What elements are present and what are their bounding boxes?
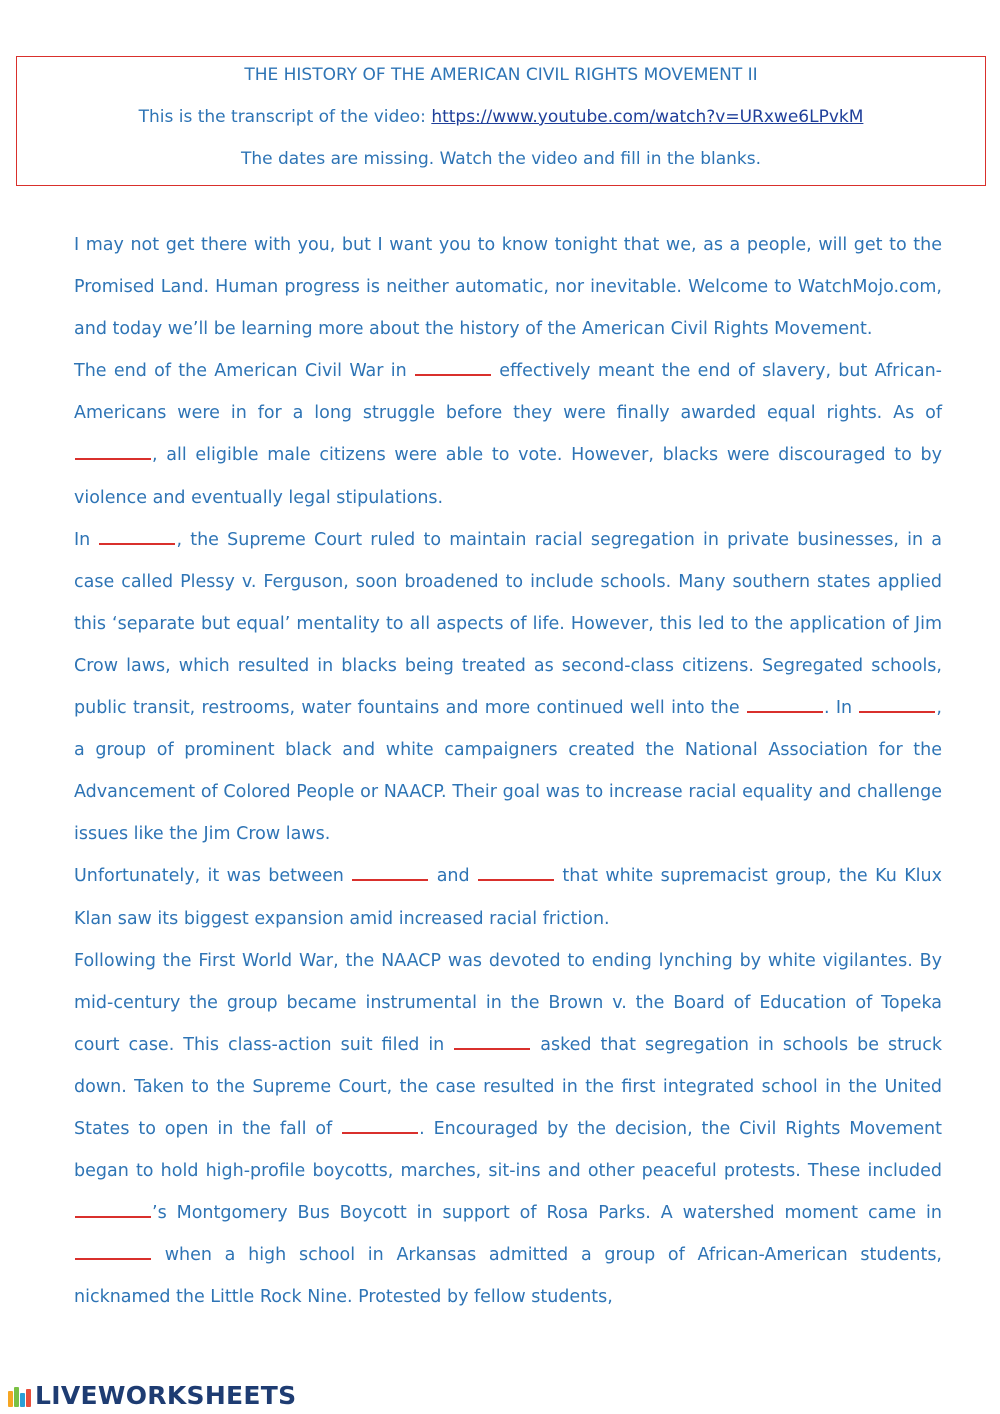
paragraph-text: I may not get there with you, but I want you to know tonight that we, as a people, will get to the Promised Land. Human progress is neither automatic, nor inevitable. Welcome to WatchMojo.com, and today we’ll be learning more about the history of the American Civil Rights Movement. — [74, 235, 942, 340]
paragraph-plessy — [74, 519, 942, 856]
date-blank[interactable] — [75, 1242, 151, 1260]
header-box — [16, 56, 986, 186]
paragraph-text: , a group of prominent black and white campaigners created the National Association for the Advancement of Colored People or NAACP. Their goal was to increase racial equality and challenge issues like the Jim Crow laws. — [74, 698, 942, 845]
paragraph-text: Unfortunately, it was between — [74, 866, 352, 887]
date-blank[interactable] — [478, 863, 554, 881]
paragraph-text: and — [429, 866, 478, 887]
date-blank[interactable] — [747, 695, 823, 713]
paragraph-text: that white supremacist group, the Ku Klux Klan saw its biggest expansion amid increased racial friction. — [74, 866, 942, 929]
paragraph-text: Following the First World War, the NAACP was devoted to ending lynching by white vigilantes. By mid-century the group became instrumental in the Brown v. the Board of Education of Topeka court case. This class-action suit filed in — [74, 950, 942, 1055]
paragraph-text: when a high school in Arkansas admitted a group of African-American students, nicknamed the Little Rock Nine. Protested by fellow students, — [74, 1245, 942, 1308]
paragraph-text: , all eligible male citizens were able to vote. However, blacks were discouraged to by violence and eventually legal stipulations. — [74, 445, 942, 508]
paragraph-text: ’s Montgomery Bus Boycott in support of Rosa Parks. A watershed moment came in — [152, 1203, 942, 1224]
paragraph-text: , the Supreme Court ruled to maintain racial segregation in private businesses, in a case called Plessy v. Ferguson, soon broadened to include schools. Many southern states applied this ‘separate but equal’ mentality to all aspects of life. However, this led to the application of Jim Crow laws, which resulted in blacks being treated as second-class citizens. Segregated schools, public transit, restrooms, water fountains and more continued well into the — [74, 529, 942, 719]
paragraph-text: effectively meant the end of slavery, but African-Americans were in for a long struggle before they were finally awarded equal rights. As of — [74, 361, 942, 424]
paragraph-naacp — [74, 940, 942, 1319]
transcript-prefix: This is the transcript of the video: — [138, 107, 432, 127]
liveworksheets-logo-icon — [8, 1383, 32, 1407]
paragraph-text: In — [74, 529, 99, 550]
paragraph-kkk — [74, 855, 942, 939]
paragraph-intro — [74, 224, 942, 350]
paragraph-text: asked that segregation in schools be struck down. Taken to the Supreme Court, the case resulted in the first integrated school in the United States to open in the fall of — [74, 1034, 942, 1139]
worksheet-title: THE HISTORY OF THE AMERICAN CIVIL RIGHTS MOVEMENT II — [244, 65, 758, 85]
paragraph-text: . In — [823, 698, 859, 719]
date-blank[interactable] — [352, 863, 428, 881]
date-blank[interactable] — [75, 442, 151, 460]
date-blank[interactable] — [342, 1116, 418, 1134]
date-blank[interactable] — [415, 358, 491, 376]
instructions: The dates are missing. Watch the video and fill in the blanks. — [240, 149, 762, 169]
date-blank[interactable] — [75, 1200, 151, 1218]
paragraph-civil-war — [74, 350, 942, 518]
video-link[interactable]: https://www.youtube.com/watch?v=URxwe6LPvkM — [431, 107, 864, 127]
transcript-body — [74, 224, 942, 1318]
transcript-line — [17, 107, 985, 127]
logo-text: LIVEWORKSHEETS — [35, 1380, 297, 1410]
date-blank[interactable] — [99, 527, 175, 545]
paragraph-text: The end of the American Civil War in — [74, 361, 414, 382]
liveworksheets-logo — [8, 1380, 296, 1410]
date-blank[interactable] — [454, 1032, 530, 1050]
date-blank[interactable] — [859, 695, 935, 713]
paragraph-text: . Encouraged by the decision, the Civil Rights Movement began to hold high-profile boycotts, marches, sit-ins and other peaceful protests. These included — [74, 1118, 942, 1182]
